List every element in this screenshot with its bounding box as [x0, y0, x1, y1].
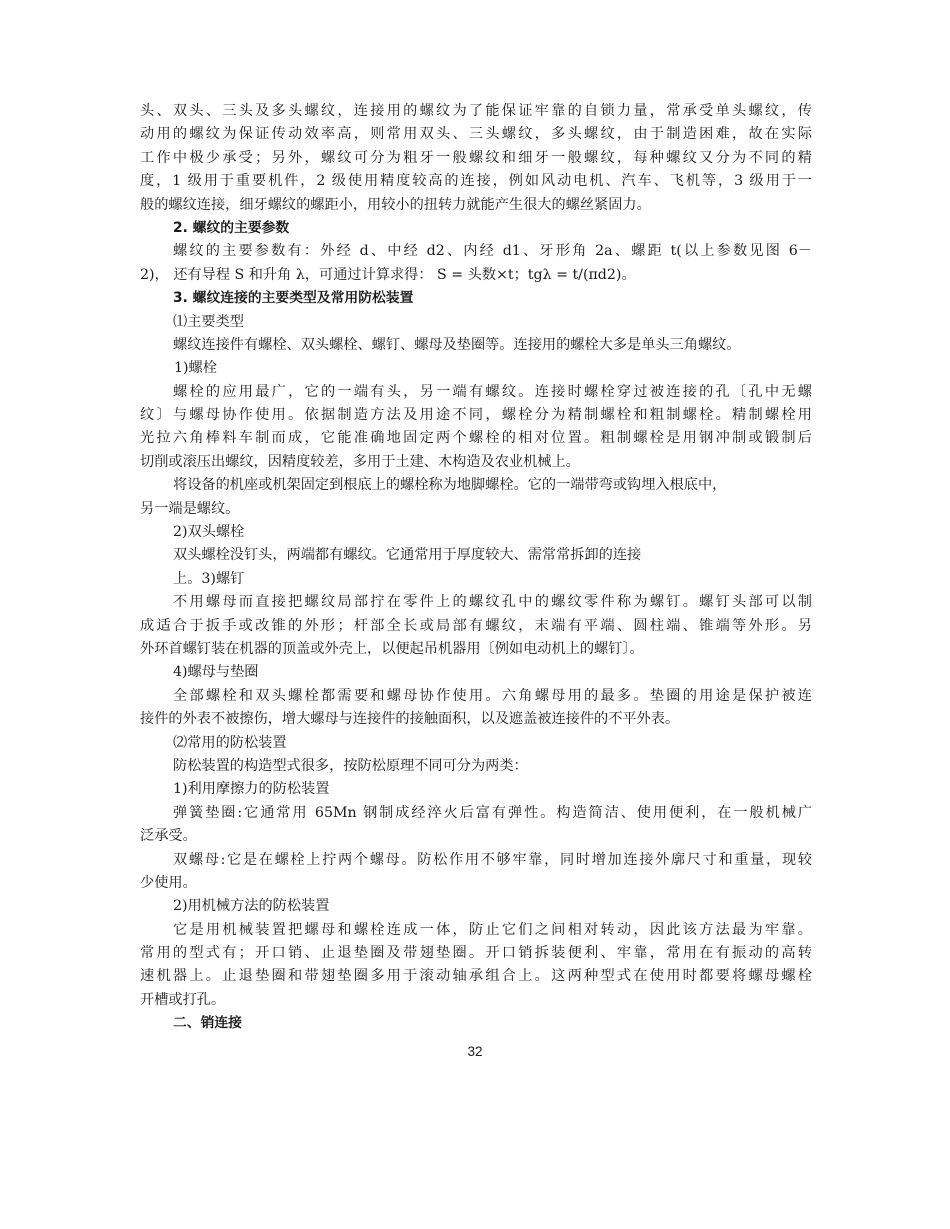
body-line: 动用的螺纹为保证传动效率高，则常用双头、三头螺纹，多头螺纹，由于制造困难，故在实际 — [140, 126, 812, 143]
subsection-heading: 2)双头螺栓 — [173, 524, 245, 541]
subsection-heading: 4)螺母与垫圈 — [173, 664, 259, 681]
body-line: 成适合于扳手或改锥的外形；杆部全长或局部有螺纹，末端有平端、圆柱端、锥端等外形。另 — [140, 617, 812, 634]
body-line: 2)， 还有导程 S 和升角 λ，可通过计算求得： S = 头数×t；tgλ = t/(πd2)。 — [140, 266, 636, 283]
body-line: 它是用机械装置把螺母和螺栓连成一体，防止它们之间相对转动，因此该方法最为牢靠。 — [173, 921, 812, 938]
body-line: 全部螺栓和双头螺栓都需要和螺母协作使用。六角螺母用的最多。垫圈的用途是保护被连 — [173, 687, 812, 704]
body-line: 纹〕与螺母协作使用。依据制造方法及用途不同，螺栓分为精制螺栓和粗制螺栓。精制螺栓用 — [140, 407, 812, 424]
body-line: 双螺母:它是在螺栓上拧两个螺母。防松作用不够牢靠，同时增加连接外廓尺寸和重量，现较 — [173, 851, 812, 868]
subsection-heading: ⑴主要类型 — [173, 313, 244, 330]
body-line: 少使用。 — [140, 874, 197, 891]
body-line: 弹簧垫圈:它通常用 65Mn 钢制成经淬火后富有弹性。构造简洁、使用便利，在一般机械广 — [173, 804, 812, 821]
body-line: 防松装置的构造型式很多，按防松原理不同可分为两类： — [173, 757, 528, 774]
body-line: 头、双头、三头及多头螺纹，连接用的螺纹为了能保证牢靠的自锁力量，常承受单头螺纹，传 — [140, 103, 812, 119]
body-line: 将设备的机座或机架固定到根底上的螺栓称为地脚螺栓。它的一端带弯或钩埋入根底中， — [173, 477, 727, 494]
body-line: 外环首螺钉装在机器的顶盖或外壳上，以便起吊机器用〔例如电动机上的螺钉〕。 — [140, 640, 644, 657]
body-line: 开槽或打孔。 — [140, 991, 226, 1008]
body-line: 螺纹的主要参数有：外经 d、中经 d2、内经 d1、牙形角 2a、螺距 t(以上参数见图 6－ — [173, 243, 812, 260]
body-line: 度，1 级用于重要机件，2 级使用精度较高的连接，例如风动电机、汽车、飞机等，3 级用于一 — [140, 173, 812, 190]
body-line: 不用螺母而直接把螺纹局部拧在零件上的螺纹孔中的螺纹零件称为螺钉。螺钉头部可以制 — [173, 594, 812, 611]
body-line: 速机器上。止退垫圈和带翅垫圈多用于滚动轴承组合上。这两种型式在使用时都要将螺母螺栓 — [140, 968, 812, 985]
body-line: 工作中极少承受；另外，螺纹可分为粗牙一般螺纹和细牙一般螺纹，每种螺纹又分为不同的精 — [140, 149, 812, 166]
page-number: 32 — [467, 1044, 483, 1059]
body-line: 螺纹连接件有螺栓、双头螺栓、螺钉、螺母及垫圈等。连接用的螺栓大多是单头三角螺纹。 — [173, 336, 741, 353]
body-line: 常用的型式有；开口销、止退垫圈及带翅垫圈。开口销拆装便利、牢靠，常用在有振动的高转 — [140, 945, 812, 962]
subsection-heading: 2)用机械方法的防松装置 — [173, 898, 330, 915]
body-line: 上。3)螺钉 — [173, 570, 245, 587]
body-line: 接件的外表不被擦伤，增大螺母与连接件的接触面积，以及遮盖被连接件的不平外表。 — [140, 711, 680, 728]
body-line: 般的螺纹连接，细牙螺纹的螺距小，用较小的扭转力就能产生很大的螺丝紧固力。 — [140, 196, 651, 213]
document-body — [140, 100, 812, 1036]
body-line: 另一端是螺纹。 — [140, 500, 240, 517]
subsection-heading: ⑵常用的防松装置 — [173, 734, 287, 751]
body-line: 螺栓的应用最广，它的一端有头，另一端有螺纹。连接时螺栓穿过被连接的孔〔孔中无螺 — [173, 383, 812, 400]
body-line: 泛承受。 — [140, 828, 197, 845]
subsection-heading: 1)利用摩擦力的防松装置 — [173, 781, 330, 798]
body-line: 切削或滚压出螺纹，因精度较差，多用于土建、木构造及农业机械上。 — [140, 453, 580, 470]
body-line: 光拉六角棒料车制而成，它能准确地固定两个螺栓的相对位置。粗制螺栓是用钢冲制或锻制后 — [140, 430, 812, 447]
section-heading: 2. 螺纹的主要参数 — [173, 219, 290, 236]
section-heading: 3. 螺纹连接的主要类型及常用防松装置 — [173, 290, 414, 307]
subsection-heading: 1)螺栓 — [174, 360, 217, 377]
section-heading: 二、销连接 — [173, 1015, 242, 1032]
body-line: 双头螺栓没钉头，两端都有螺纹。它通常用于厚度较大、需常常拆卸的连接 — [173, 547, 642, 564]
